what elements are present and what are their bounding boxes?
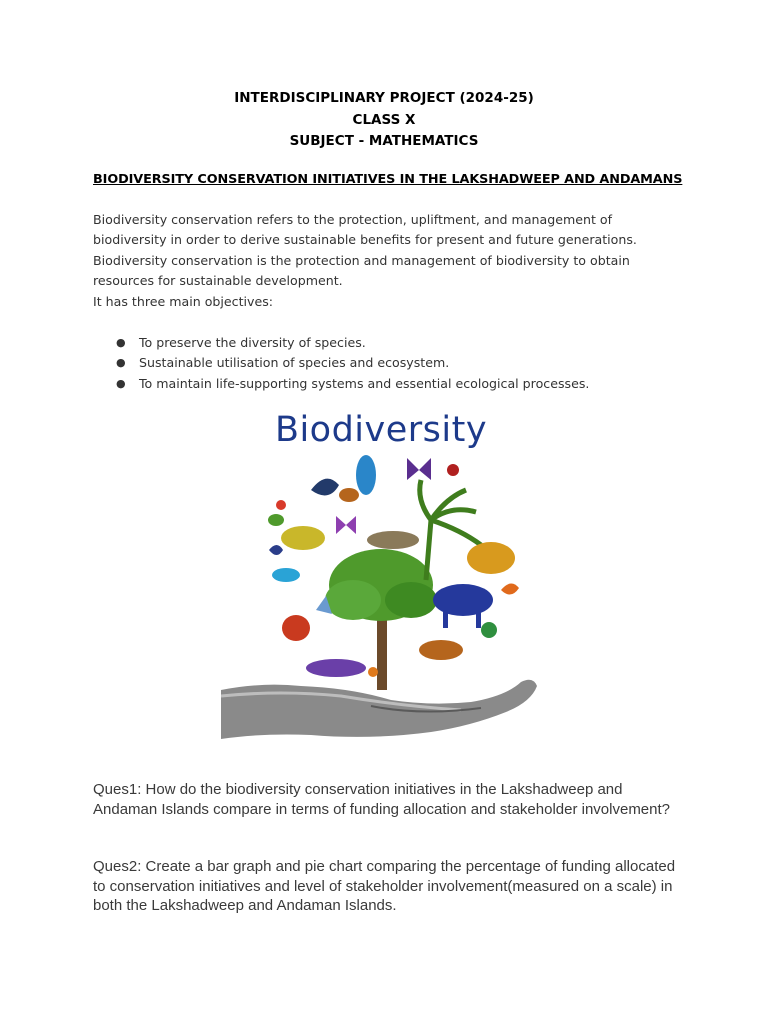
elephant-icon xyxy=(467,542,515,574)
hen-icon xyxy=(282,615,310,641)
whale-icon xyxy=(367,531,419,549)
list-item: ● To preserve the diversity of species. xyxy=(93,333,589,353)
question-1: Ques1: How do the biodiversity conservation initiatives in the Lakshadweep and Andaman Islands compare in terms of funding allocation and stakeholder involvement? xyxy=(93,781,671,818)
objectives-list xyxy=(93,333,589,394)
bullet-icon: ● xyxy=(116,336,126,349)
flower-icon xyxy=(481,622,497,638)
document-title: BIODIVERSITY CONSERVATION INITIATIVES IN THE LAKSHADWEEP AND ANDAMANS xyxy=(93,172,683,187)
intro-line: Biodiversity conservation is the protection and management of biodiversity to obtain xyxy=(93,252,630,268)
bullet-icon: ● xyxy=(116,356,126,370)
intro-line: resources for sustainable development. xyxy=(93,273,343,289)
document-header xyxy=(0,88,768,153)
list-item: ● To maintain life-supporting systems and essential ecological processes. xyxy=(93,374,589,394)
fish-icon xyxy=(272,568,300,582)
intro-line: biodiversity in order to derive sustainable benefits for present and future generations. xyxy=(93,232,637,248)
list-item: ● Sustainable utilisation of species and ecosystem. xyxy=(93,353,589,373)
project-title: INTERDISCIPLINARY PROJECT (2024-25) xyxy=(234,90,534,106)
crab-icon xyxy=(339,488,359,502)
intro-line: It has three main objectives: xyxy=(93,293,274,309)
fox-icon xyxy=(419,640,463,660)
biodiversity-illustration xyxy=(221,405,541,740)
bird-icon xyxy=(356,455,376,495)
subject-label: SUBJECT - MATHEMATICS xyxy=(289,133,479,149)
class-label: CLASS X xyxy=(352,111,416,128)
cow-icon xyxy=(433,584,493,616)
dolphin-icon xyxy=(306,659,366,677)
butterfly-icon xyxy=(407,458,431,480)
biodiversity-artwork xyxy=(221,450,541,740)
intro-line: Biodiversity conservation refers to the protection, upliftment, and management of xyxy=(93,212,613,227)
illustration-title: Biodiversity xyxy=(274,410,488,450)
deer-icon xyxy=(281,526,325,550)
frog-icon xyxy=(268,514,284,526)
intro-paragraph xyxy=(93,210,673,312)
bullet-icon: ● xyxy=(116,376,126,390)
question-2: Ques2: Create a bar graph and pie chart comparing the percentage of funding allocated to conservation initiatives and level of stakeholder involvement(measured on a scale) in both the Lakshadweep and Andaman Islands. xyxy=(93,858,676,914)
leaf-icon xyxy=(311,479,339,496)
